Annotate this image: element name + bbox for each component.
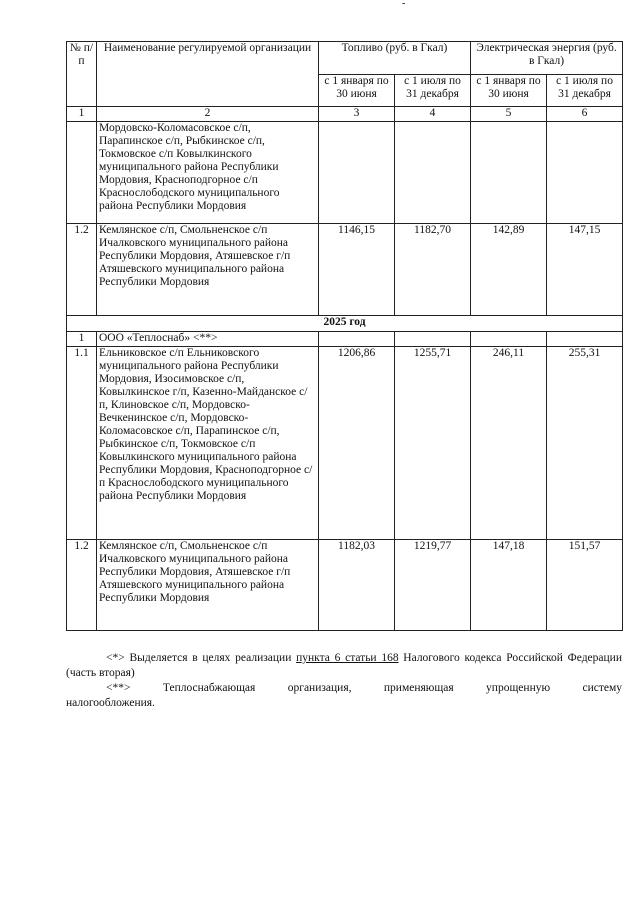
footnote-1-text: <*> Выделяется в целях реализации bbox=[106, 652, 297, 664]
row-value bbox=[395, 122, 471, 224]
row-value bbox=[471, 332, 547, 347]
row-num: 1.1 bbox=[67, 347, 97, 540]
column-number: 4 bbox=[395, 107, 471, 122]
table-row bbox=[67, 347, 623, 540]
row-value: 1206,86 bbox=[319, 347, 395, 540]
column-number: 2 bbox=[97, 107, 319, 122]
column-number: 6 bbox=[547, 107, 623, 122]
row-name: Мордовско-Коломасовское с/п, Парапинское с/п, Рыбкинское с/п, Токмовское с/п Ковылкинского муниципального района Республики Мордовия, Красноподгорное с/п Краснослободского муниципального района Республики Мордовия bbox=[97, 122, 319, 224]
footnote-2-line-1: <**> Теплоснабжающая организация, применяющая упрощенную систему bbox=[106, 682, 622, 694]
row-value: 147,15 bbox=[547, 224, 623, 316]
page-mark: - bbox=[402, 0, 406, 9]
column-number: 3 bbox=[319, 107, 395, 122]
row-num: 1.2 bbox=[67, 224, 97, 316]
footnote-1 bbox=[66, 651, 622, 681]
tax-code-link[interactable]: пункта 6 статьи 168 bbox=[296, 652, 399, 664]
row-value: 1182,03 bbox=[319, 540, 395, 631]
row-num: 1 bbox=[67, 332, 97, 347]
row-name: Кемлянское с/п, Смольненское с/п Ичалковского муниципального района Республики Мордовия, Атяшевское г/п Атяшевского муниципального района Республики Мордовия bbox=[97, 540, 319, 631]
footnotes bbox=[66, 651, 622, 711]
row-value bbox=[471, 122, 547, 224]
year-label: 2025 год bbox=[67, 316, 623, 332]
row-value: 246,11 bbox=[471, 347, 547, 540]
tariff-table bbox=[66, 41, 623, 631]
row-value bbox=[547, 332, 623, 347]
header-num: № п/п bbox=[67, 42, 97, 107]
column-number: 1 bbox=[67, 107, 97, 122]
row-value bbox=[319, 122, 395, 224]
row-num: 1.2 bbox=[67, 540, 97, 631]
year-row bbox=[67, 316, 623, 332]
row-value bbox=[319, 332, 395, 347]
row-value: 1146,15 bbox=[319, 224, 395, 316]
header-period: с 1 июля по 31 декабря bbox=[547, 75, 623, 107]
row-value: 1255,71 bbox=[395, 347, 471, 540]
row-value: 142,89 bbox=[471, 224, 547, 316]
column-number: 5 bbox=[471, 107, 547, 122]
table-row bbox=[67, 122, 623, 224]
row-name: Кемлянское с/п, Смольненское с/п Ичалковского муниципального района Республики Мордовия, Атяшевское г/п Атяшевского муниципального района Республики Мордовия bbox=[97, 224, 319, 316]
header-row-1 bbox=[67, 42, 623, 75]
table-row bbox=[67, 540, 623, 631]
organization-name: ООО «Теплоснаб» <**> bbox=[97, 332, 319, 347]
row-num bbox=[67, 122, 97, 224]
row-name: Ельниковское с/п Ельниковского муниципального района Республики Мордовия, Изосимовское с/п, Ковылкинское г/п, Казенно-Майданское с/п, Клиновское с/п, Мордовско-Вечкенинское с/п, Мордовско-Коломасовское с/п, Парапинское с/п, Рыбкинское с/п, Токмовское с/п Ковылкинского муниципального района Республики Мордовия, Красноподгорное с/п Краснослободского муниципального района Республики Мордовия bbox=[97, 347, 319, 540]
row-value: 1219,77 bbox=[395, 540, 471, 631]
header-period: с 1 июля по 31 декабря bbox=[395, 75, 471, 107]
header-period: с 1 января по 30 июня bbox=[471, 75, 547, 107]
header-name: Наименование регулируемой организации bbox=[97, 42, 319, 107]
row-value bbox=[395, 332, 471, 347]
row-value: 255,31 bbox=[547, 347, 623, 540]
row-value: 151,57 bbox=[547, 540, 623, 631]
column-number-row bbox=[67, 107, 623, 122]
header-fuel: Топливо (руб. в Гкал) bbox=[319, 42, 471, 75]
table-row bbox=[67, 224, 623, 316]
header-electric: Электрическая энергия (руб. в Гкал) bbox=[471, 42, 623, 75]
header-period: с 1 января по 30 июня bbox=[319, 75, 395, 107]
footnote-2-line-2: налогообложения. bbox=[66, 697, 155, 709]
row-value bbox=[547, 122, 623, 224]
organization-row bbox=[67, 332, 623, 347]
row-value: 1182,70 bbox=[395, 224, 471, 316]
footnote-1-text: Налогового кодекса Российской Федерации (часть вторая) bbox=[66, 652, 622, 679]
row-value: 147,18 bbox=[471, 540, 547, 631]
